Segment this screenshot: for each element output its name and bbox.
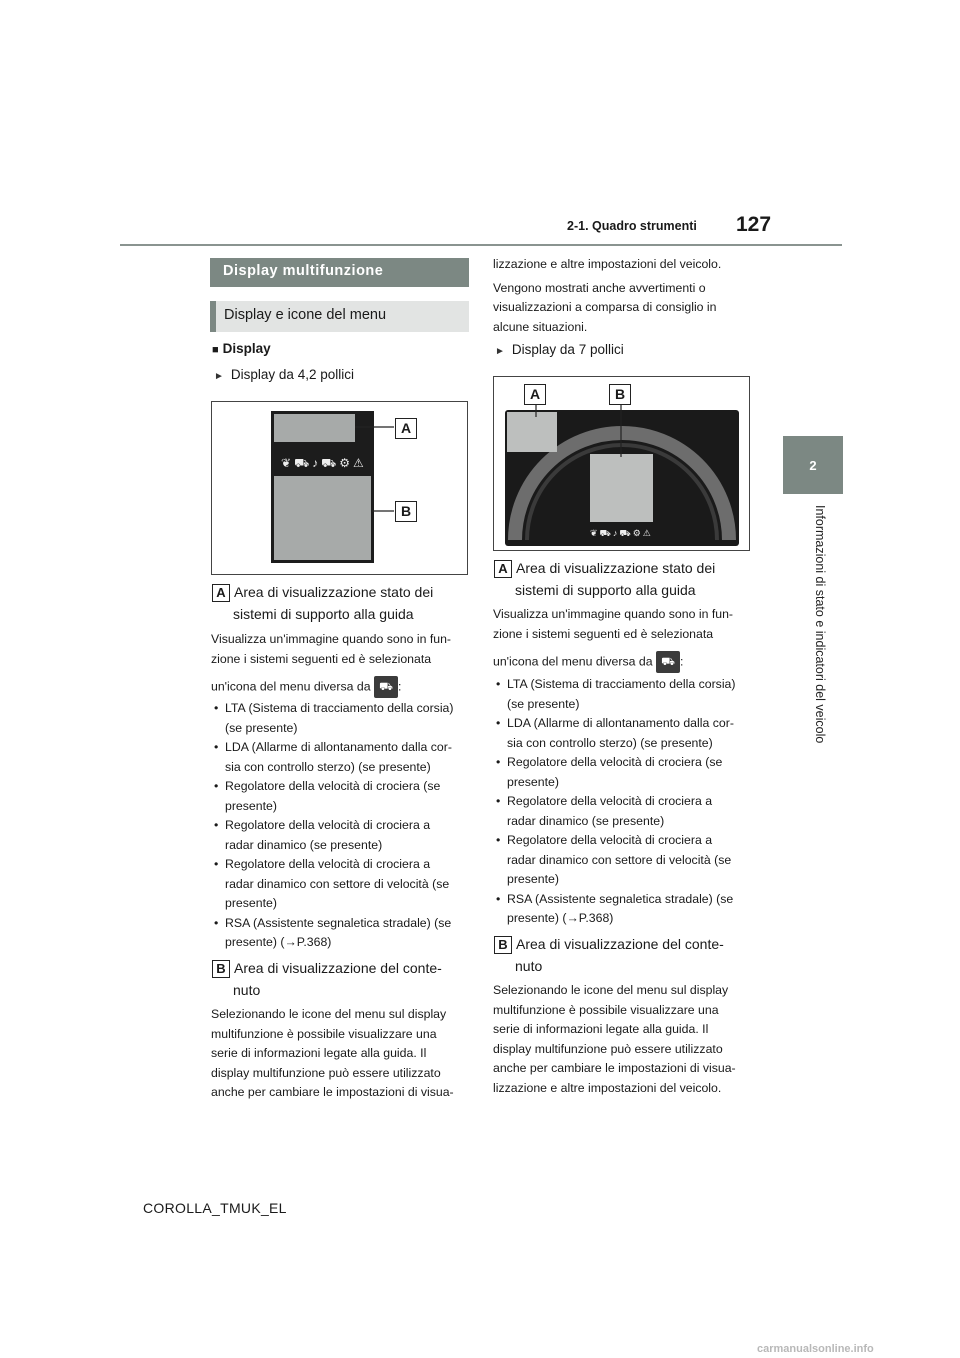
settings-gear-icon: ⚙ (632, 528, 643, 538)
vehicle-info-icon: ⛟ (321, 456, 340, 470)
caption-b-right (494, 933, 724, 955)
bullet-label: Display (222, 341, 271, 356)
caption-b-tag: B (494, 936, 512, 954)
para-line: zione i sistemi seguenti ed è selezionata (211, 651, 432, 666)
driving-assist-icon: ⛟ (294, 456, 313, 470)
caption-a-tag: A (494, 560, 512, 578)
para-line: multifunzione è possibile visualizzare una (493, 1002, 719, 1017)
eco-leaf-icon: ❦ (281, 456, 295, 470)
chapter-tab: 2 (783, 436, 843, 494)
eco-leaf-icon: ❦ (590, 528, 600, 538)
document-code: COROLLA_TMUK_EL (143, 1200, 287, 1216)
driving-assist-menu-icon: ⛟ (656, 651, 680, 673)
subitem-4-2 (214, 367, 354, 382)
list-item: • LTA (Sistema di tracciamento della corsia) (se presente) (211, 699, 473, 738)
para-a-right (493, 605, 733, 644)
para-line: lizzazione e altre impostazioni del veicolo. (493, 1080, 722, 1095)
para-line: Vengono mostrati anche avvertimenti o (493, 280, 706, 295)
leader-lines (212, 402, 469, 576)
para-line: Selezionando le icone del menu sul display (211, 1007, 447, 1021)
audio-note-icon: ♪ (312, 456, 322, 470)
para-line: display multifunzione può essere utilizzato (493, 1041, 723, 1056)
para-a-left-icon-line (211, 676, 401, 698)
para-continued (493, 255, 721, 337)
subitem-label: Display da 4,2 pollici (230, 367, 354, 382)
heading-main: Display multifunzione (210, 258, 469, 287)
caption-a-line1: Area di visualizzazione stato dei (234, 584, 434, 600)
para-line: alcune situazioni. (493, 319, 588, 334)
list-item: • Regolatore della velocità di crociera (se presente) (493, 753, 755, 792)
figure-tag-b: B (609, 384, 631, 405)
para-line: multifunzione è possibile visualizzare una (211, 1026, 437, 1041)
para-a-left (211, 630, 451, 669)
para-line: anche per cambiare le impostazioni di visua- (211, 1085, 454, 1099)
caption-b-line1: Area di visualizzazione del conte- (234, 960, 442, 976)
para-colon: : (680, 654, 684, 669)
figure-tag-a: A (524, 384, 546, 405)
list-item: • Regolatore della velocità di crociera a radar dinamico con settore di velocità (se presente) (211, 855, 473, 914)
para-line: Visualizza un'immagine quando sono in fun- (211, 632, 452, 646)
para-line: un'icona del menu diversa da (493, 654, 653, 669)
vehicle-info-icon: ⛟ (619, 528, 633, 538)
triangle-bullet-icon: ► (214, 371, 224, 382)
systems-list-right (493, 675, 755, 929)
audio-note-icon: ♪ (612, 528, 620, 538)
list-item: • LDA (Allarme di allontanamento dalla cor- sia con controllo sterzo) (se presente) (211, 738, 473, 777)
list-item: • Regolatore della velocità di crociera a radar dinamico (se presente) (211, 816, 473, 855)
list-item: • Regolatore della velocità di crociera a radar dinamico con settore di velocità (se presente) (493, 831, 755, 890)
para-line: display multifunzione può essere utilizzato (211, 1065, 441, 1080)
para-line: Visualizza un'immagine quando sono in fun- (493, 607, 734, 621)
systems-list-left (211, 699, 473, 953)
list-item: • LDA (Allarme di allontanamento dalla cor- sia con controllo sterzo) (se presente) (493, 714, 755, 753)
caption-a-line1: Area di visualizzazione stato dei (516, 560, 716, 576)
figure-display-4-2 (211, 401, 468, 575)
caption-b-left (212, 957, 442, 979)
watermark: carmanualsonline.info (757, 1343, 874, 1355)
heading-sub: Display e icone del menu (210, 301, 469, 332)
para-line: visualizzazioni a comparsa di consiglio in (493, 300, 717, 314)
figure-tag-b: B (395, 501, 417, 522)
caption-a-tag: A (212, 584, 230, 602)
caption-b-line1: Area di visualizzazione del conte- (516, 936, 724, 952)
para-colon: : (398, 679, 402, 694)
caption-b-line2: nuto (233, 982, 261, 998)
para-line: un'icona del menu diversa da (211, 679, 371, 694)
caption-a-line2: sistemi di supporto alla guida (233, 606, 414, 622)
driving-assist-menu-icon: ⛟ (374, 676, 398, 698)
section-title: 2-1. Quadro strumenti (567, 219, 697, 233)
list-item: • RSA (Assistente segnaletica stradale) (se presente) (→P.368) (211, 914, 473, 953)
triangle-bullet-icon: ► (495, 346, 505, 357)
caption-a-line2: sistemi di supporto alla guida (515, 582, 696, 598)
square-bullet-icon: ■ (212, 344, 219, 356)
list-item: • RSA (Assistente segnaletica stradale) (se presente) (→P.368) (493, 890, 755, 929)
para-line: serie di informazioni legate alla guida. Il (211, 1046, 427, 1060)
para-line: serie di informazioni legate alla guida. Il (493, 1022, 709, 1036)
para-line: lizzazione e altre impostazioni del veicolo. (493, 257, 722, 271)
chapter-title: Informazioni di stato e indicatori del veicolo (813, 505, 827, 744)
subitem-7 (495, 342, 624, 357)
para-line: Selezionando le icone del menu sul display (493, 983, 729, 997)
figure-tag-a: A (395, 418, 417, 439)
settings-gear-icon: ⚙ (339, 456, 354, 470)
para-b-left (211, 1005, 454, 1103)
para-line: zione i sistemi seguenti ed è selezionata (493, 626, 714, 641)
caption-a-left (212, 581, 433, 603)
subitem-label: Display da 7 pollici (511, 342, 624, 357)
caption-a-right (494, 557, 715, 579)
list-item: • Regolatore della velocità di crociera (se presente) (211, 777, 473, 816)
list-item: • LTA (Sistema di tracciamento della corsia) (se presente) (493, 675, 755, 714)
list-item: • Regolatore della velocità di crociera a radar dinamico (se presente) (493, 792, 755, 831)
header-divider (120, 244, 842, 246)
para-line: anche per cambiare le impostazioni di visua- (493, 1061, 736, 1075)
driving-assist-icon: ⛟ (599, 528, 613, 538)
warning-icon: ⚠ (642, 528, 653, 538)
para-b-right (493, 981, 736, 1098)
bullet-display (212, 341, 271, 356)
warning-icon: ⚠ (353, 456, 367, 470)
para-a-right-icon-line (493, 651, 683, 673)
page-number: 127 (736, 213, 772, 236)
caption-b-line2: nuto (515, 958, 543, 974)
caption-b-tag: B (212, 960, 230, 978)
figure-display-7 (493, 376, 750, 551)
